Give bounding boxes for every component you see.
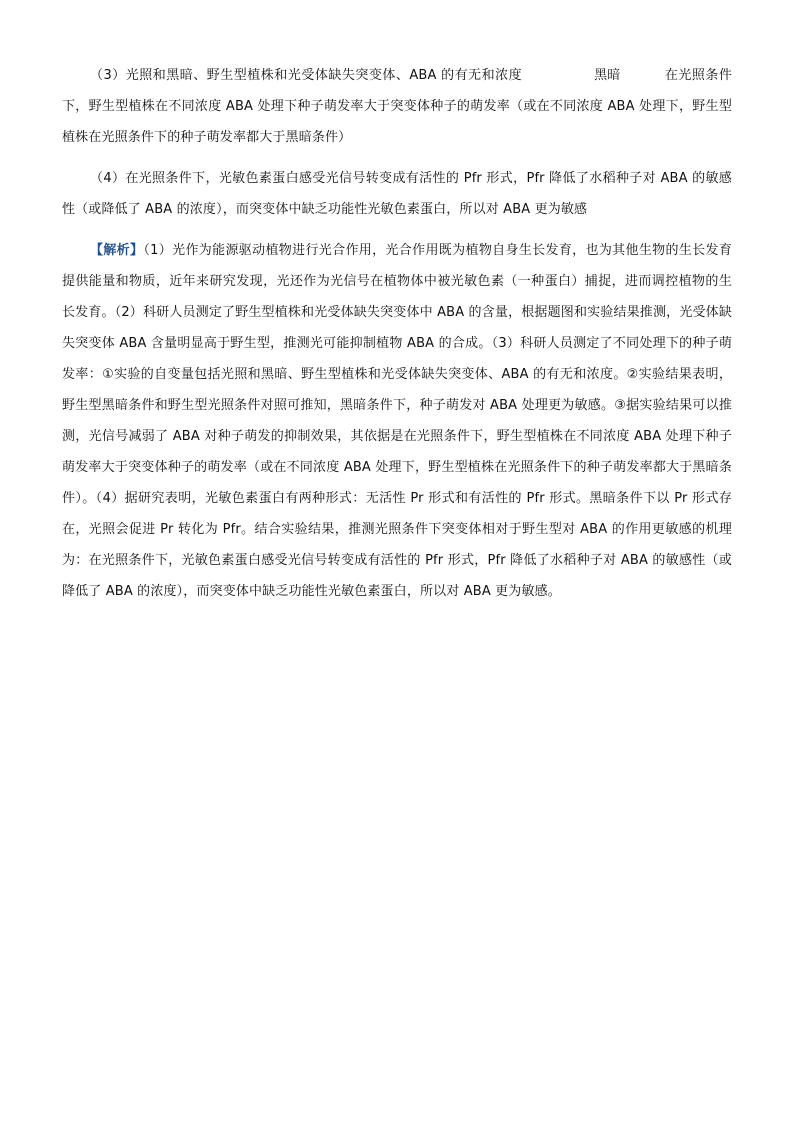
answer-q3-evidence: 在光照条件下，野生型植株在不同浓度 ABA 处理下种子萌发率大于突变体种子的萌发率（或在不同浓度 ABA 处理下，野生型植株在光照条件下的种子萌发率都大于黑暗条件）	[62, 68, 732, 145]
answer-q3-blank-dark: 黑暗	[594, 68, 621, 83]
document-page	[62, 60, 732, 607]
analysis-tag: 【解析】	[90, 243, 144, 258]
analysis-paragraph	[62, 235, 732, 607]
answer-q3-paragraph	[62, 60, 732, 153]
answer-q4-paragraph: （4）在光照条件下，光敏色素蛋白感受光信号转变成有活性的 Pfr 形式，Pfr 降低了水稻种子对 ABA 的敏感性（或降低了 ABA 的浓度），而突变体中缺乏功能性光敏色素蛋白，所以对 ABA 更为敏感	[62, 171, 732, 217]
analysis-text: （1）光作为能源驱动植物进行光合作用，光合作用既为植物自身生长发育，也为其他生物的生长发育提供能量和物质，近年来研究发现，光还作为光信号在植物体中被光敏色素（一种蛋白）捕捉，进而调控植物的生长发育。（2）科研人员测定了野生型植株和光受体缺失突变体中 ABA 的含量，根据题图和实验结果推测，光受体缺失突变体 ABA 含量明显高于野生型，推测光可能抑制植物 ABA 的合成。（3）科研人员测定了不同处理下的种子萌发率：①实验的自变量包括光照和黑暗、野生型植株和光受体缺失突变体、ABA 的有无和浓度。②实验结果表明，野生型黑暗条件和野生型光照条件对照可推知，黑暗条件下，种子萌发对 ABA 处理更为敏感。③据实验结果可以推测，光信号减弱了 ABA 对种子萌发的抑制效果，其依据是在光照条件下，野生型植株在不同浓度 ABA 处理下种子萌发率大于突变体种子的萌发率（或在不同浓度 ABA 处理下，野生型植株在光照条件下的种子萌发率都大于黑暗条件）。（4）据研究表明，光敏色素蛋白有两种形式：无活性 Pr 形式和有活性的 Pfr 形式。黑暗条件下以 Pr 形式存在，光照会促进 Pr 转化为 Pfr。结合实验结果，推测光照条件下突变体相对于野生型对 ABA 的作用更敏感的机理为：在光照条件下，光敏色素蛋白感受光信号转变成有活性的 Pfr 形式，Pfr 降低了水稻种子对 ABA 的敏感性（或降低了 ABA 的浓度），而突变体中缺乏功能性光敏色素蛋白，所以对 ABA 更为敏感。	[62, 243, 732, 599]
answer-q3-variables: （3）光照和黑暗、野生型植株和光受体缺失突变体、ABA 的有无和浓度	[90, 68, 523, 83]
